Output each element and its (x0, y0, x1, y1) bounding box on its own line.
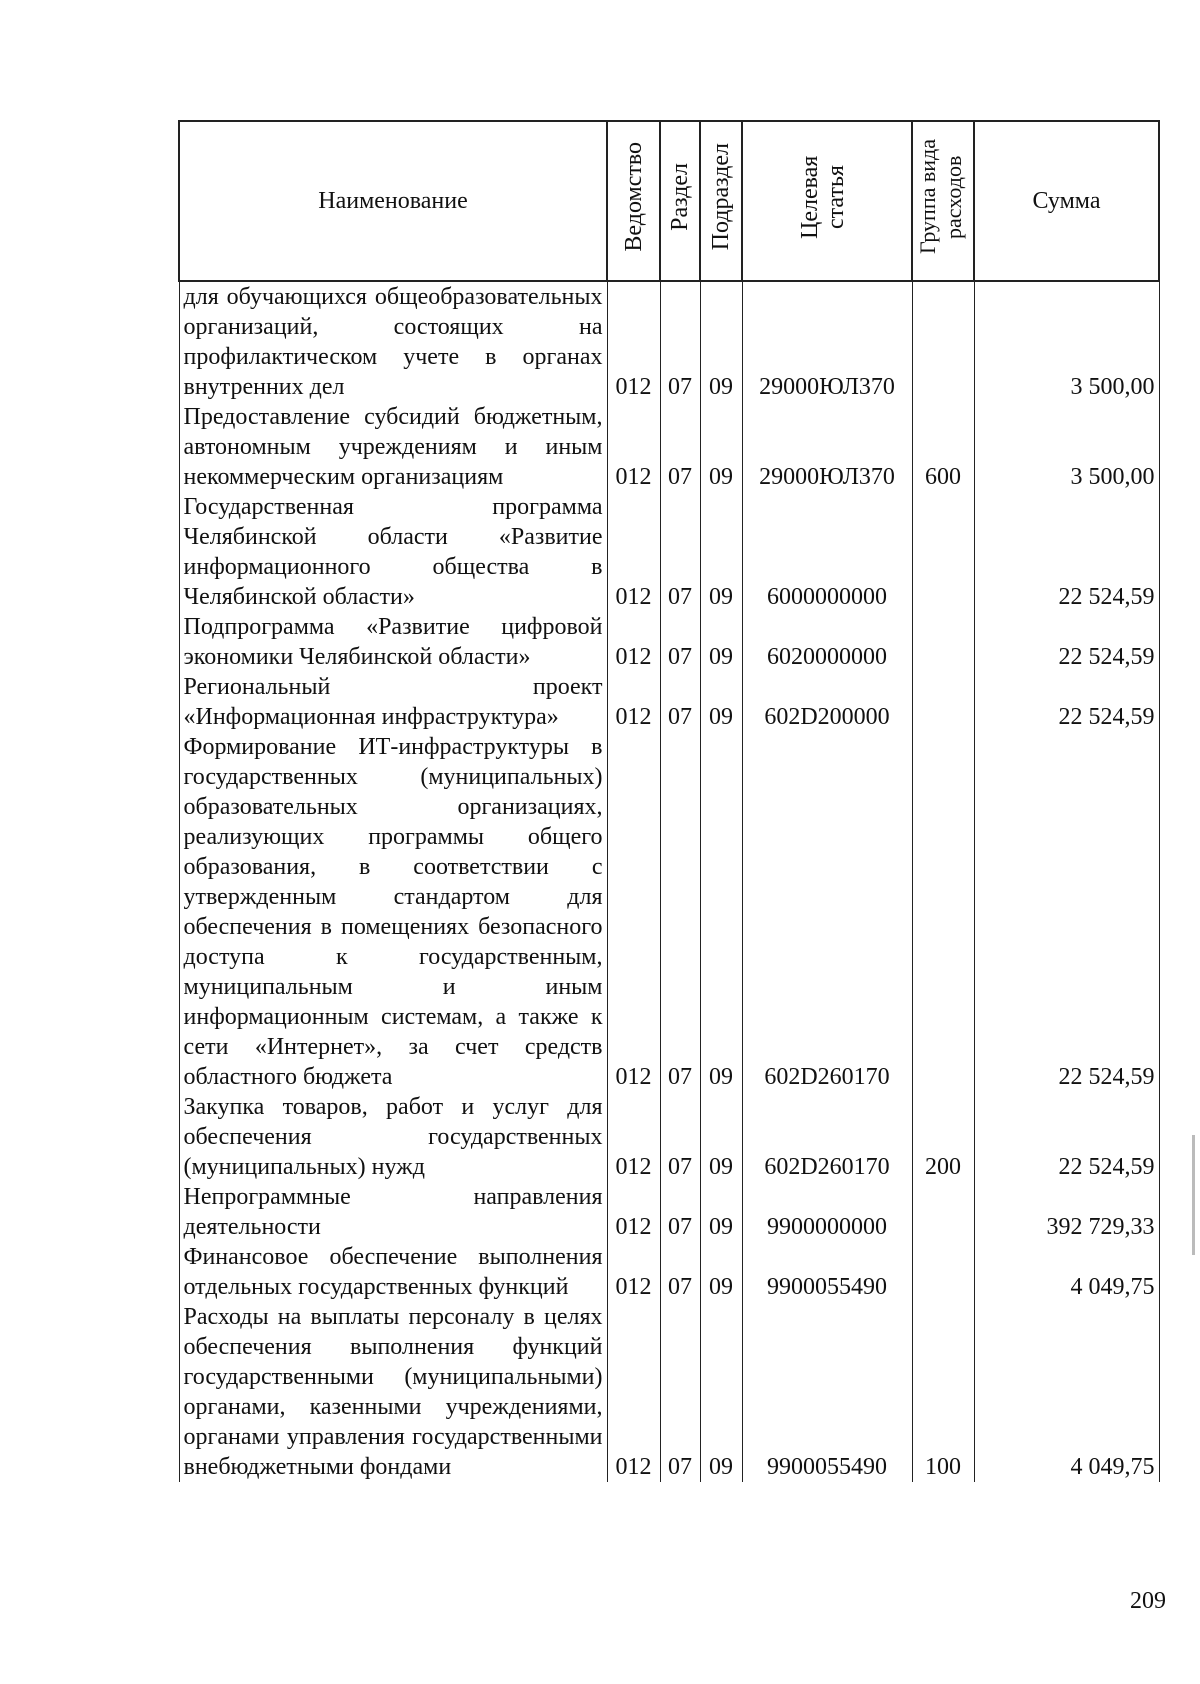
row-podrazdel: 09 (700, 281, 742, 402)
row-gruppa-vida (912, 281, 974, 402)
row-name: Подпрограмма «Развитие цифровой экономики Челябинской области» (179, 612, 607, 672)
table-row (179, 1302, 1159, 1482)
row-razdel: 07 (660, 1092, 700, 1182)
row-gruppa-vida: 100 (912, 1302, 974, 1482)
row-vedomstvo: 012 (607, 1302, 660, 1482)
row-celevaya-statya: 6000000000 (742, 492, 912, 612)
row-razdel: 07 (660, 492, 700, 612)
row-podrazdel: 09 (700, 1092, 742, 1182)
row-gruppa-vida: 200 (912, 1092, 974, 1182)
row-podrazdel: 09 (700, 402, 742, 492)
scan-margin-mark (1192, 1135, 1195, 1255)
table-row (179, 281, 1159, 402)
row-vedomstvo: 012 (607, 672, 660, 732)
row-podrazdel: 09 (700, 672, 742, 732)
row-podrazdel: 09 (700, 1242, 742, 1302)
row-summa: 392 729,33 (974, 1182, 1159, 1242)
table-row (179, 612, 1159, 672)
row-name: для обучающихся общеобразовательных организаций, состоящих на профилактическом учете в органах внутренних дел (179, 281, 607, 402)
row-vedomstvo: 012 (607, 1182, 660, 1242)
row-podrazdel: 09 (700, 1302, 742, 1482)
row-gruppa-vida (912, 732, 974, 1092)
row-razdel: 07 (660, 1302, 700, 1482)
row-summa: 3 500,00 (974, 402, 1159, 492)
row-vedomstvo: 012 (607, 612, 660, 672)
row-razdel: 07 (660, 1182, 700, 1242)
row-gruppa-vida (912, 1182, 974, 1242)
row-gruppa-vida (912, 492, 974, 612)
row-gruppa-vida (912, 672, 974, 732)
table-row (179, 672, 1159, 732)
header-gruppa: Группа вида расходов (912, 121, 974, 281)
table-row (179, 732, 1159, 1092)
row-celevaya-statya: 9900055490 (742, 1302, 912, 1482)
row-summa: 4 049,75 (974, 1302, 1159, 1482)
row-podrazdel: 09 (700, 732, 742, 1092)
row-gruppa-vida: 600 (912, 402, 974, 492)
row-name: Государственная программа Челябинской области «Развитие информационного общества в Челябинской области» (179, 492, 607, 612)
row-celevaya-statya: 9900055490 (742, 1242, 912, 1302)
row-celevaya-statya: 29000ЮЛ370 (742, 402, 912, 492)
row-vedomstvo: 012 (607, 402, 660, 492)
row-razdel: 07 (660, 672, 700, 732)
row-vedomstvo: 012 (607, 732, 660, 1092)
header-summa: Сумма (974, 121, 1159, 281)
row-celevaya-statya: 602D200000 (742, 672, 912, 732)
row-podrazdel: 09 (700, 492, 742, 612)
row-vedomstvo: 012 (607, 1092, 660, 1182)
row-summa: 22 524,59 (974, 732, 1159, 1092)
table-row (179, 1242, 1159, 1302)
table-row (179, 1092, 1159, 1182)
row-name: Формирование ИТ-инфраструктуры в государственных (муниципальных) образовательных организациях, реализующих программы общего образования, в соответствии с утвержденным стандартом для обеспечения в помещениях безопасного доступа к государственным, муниципальным и иным информационным системам, а также к сети «Интернет», за счет средств областного бюджета (179, 732, 607, 1092)
row-name: Расходы на выплаты персоналу в целях обеспечения выполнения функций государственными (муниципальными) органами, казенными учреждениями, органами управления государственными внебюджетными фондами (179, 1302, 607, 1482)
row-vedomstvo: 012 (607, 281, 660, 402)
row-name: Региональный проект «Информационная инфраструктура» (179, 672, 607, 732)
table-row (179, 492, 1159, 612)
row-summa: 22 524,59 (974, 672, 1159, 732)
header-podrazdel: Подраздел (700, 121, 742, 281)
row-vedomstvo: 012 (607, 1242, 660, 1302)
row-summa: 22 524,59 (974, 612, 1159, 672)
budget-table (178, 120, 1160, 1482)
row-name: Финансовое обеспечение выполнения отдельных государственных функций (179, 1242, 607, 1302)
header-vedomstvo: Ведомство (607, 121, 660, 281)
row-razdel: 07 (660, 402, 700, 492)
table-row (179, 1182, 1159, 1242)
row-celevaya-statya: 602D260170 (742, 1092, 912, 1182)
table-header-row (179, 121, 1159, 281)
row-summa: 22 524,59 (974, 492, 1159, 612)
row-name: Закупка товаров, работ и услуг для обеспечения государственных (муниципальных) нужд (179, 1092, 607, 1182)
header-razdel: Раздел (660, 121, 700, 281)
row-summa: 4 049,75 (974, 1242, 1159, 1302)
row-summa: 3 500,00 (974, 281, 1159, 402)
row-razdel: 07 (660, 612, 700, 672)
header-name: Наименование (179, 121, 607, 281)
row-razdel: 07 (660, 1242, 700, 1302)
page-number: 209 (1130, 1588, 1166, 1614)
row-celevaya-statya: 6020000000 (742, 612, 912, 672)
row-podrazdel: 09 (700, 1182, 742, 1242)
row-name: Непрограммные направления деятельности (179, 1182, 607, 1242)
header-celevaya: Целевая статья (742, 121, 912, 281)
table-row (179, 402, 1159, 492)
row-celevaya-statya: 29000ЮЛ370 (742, 281, 912, 402)
row-celevaya-statya: 9900000000 (742, 1182, 912, 1242)
row-vedomstvo: 012 (607, 492, 660, 612)
row-celevaya-statya: 602D260170 (742, 732, 912, 1092)
row-summa: 22 524,59 (974, 1092, 1159, 1182)
row-razdel: 07 (660, 732, 700, 1092)
row-gruppa-vida (912, 1242, 974, 1302)
row-gruppa-vida (912, 612, 974, 672)
row-razdel: 07 (660, 281, 700, 402)
row-name: Предоставление субсидий бюджетным, автономным учреждениям и иным некоммерческим организациям (179, 402, 607, 492)
row-podrazdel: 09 (700, 612, 742, 672)
